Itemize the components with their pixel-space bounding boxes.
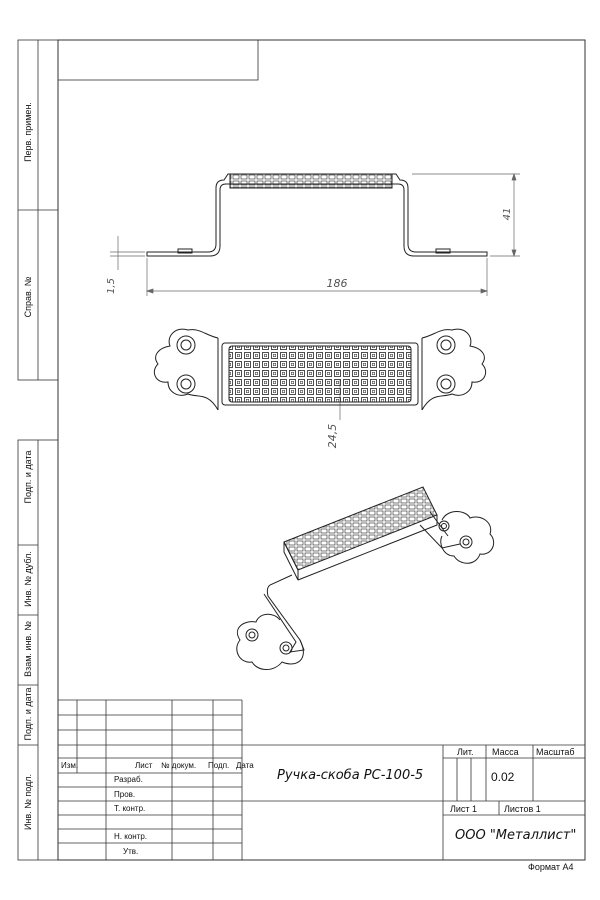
dimension-width: 24,5 [326,423,339,449]
tb-t-kontr: Т. контр. [114,804,146,813]
tb-masshtab: Масштаб [536,747,575,757]
tb-utv: Утв. [123,847,139,856]
tb-izm: Изм. [61,761,79,770]
tb-list: Лист [135,761,153,770]
dimension-length: 186 [326,277,348,290]
tb-no-dokum: № докум. [161,761,197,770]
isometric-view [237,487,494,670]
side-label-inv-no-dubl: Инв. № дубл. [23,551,33,607]
tb-sheet: Лист 1 [450,804,478,814]
side-label-vzam-inv-no: Взам. инв. № [23,621,33,677]
tb-razrab: Разраб. [114,775,143,784]
side-label-podp-data-2: Подп. и дата [23,687,33,741]
tb-lit: Лит. [457,747,474,757]
drawing-designation: Ручка-скоба РС-100-5 [277,768,424,783]
side-label-podp-data-1: Подп. и дата [23,450,33,504]
side-label-inv-no-podl: Инв. № подл. [23,773,33,831]
side-label-perv-primen: Перв. примен. [23,102,33,162]
drawing-frame [58,40,585,860]
company-name: ООО "Металлист" [455,828,577,843]
side-label-sprav-no: Справ. № [23,276,33,318]
tb-podp: Подп. [208,761,230,770]
mass-value: 0.02 [491,770,515,784]
dimension-height: 41 [502,207,513,221]
tb-n-kontr: Н. контр. [114,832,148,841]
dimension-thickness: 1,5 [106,278,117,294]
tb-sheets: Листов 1 [504,804,541,814]
sheet-format: Формат А4 [528,862,574,872]
plan-view [154,329,485,410]
tb-data: Дата [236,761,254,770]
tb-massa: Масса [492,747,519,757]
tb-prov: Пров. [114,790,136,799]
side-view [147,174,487,256]
